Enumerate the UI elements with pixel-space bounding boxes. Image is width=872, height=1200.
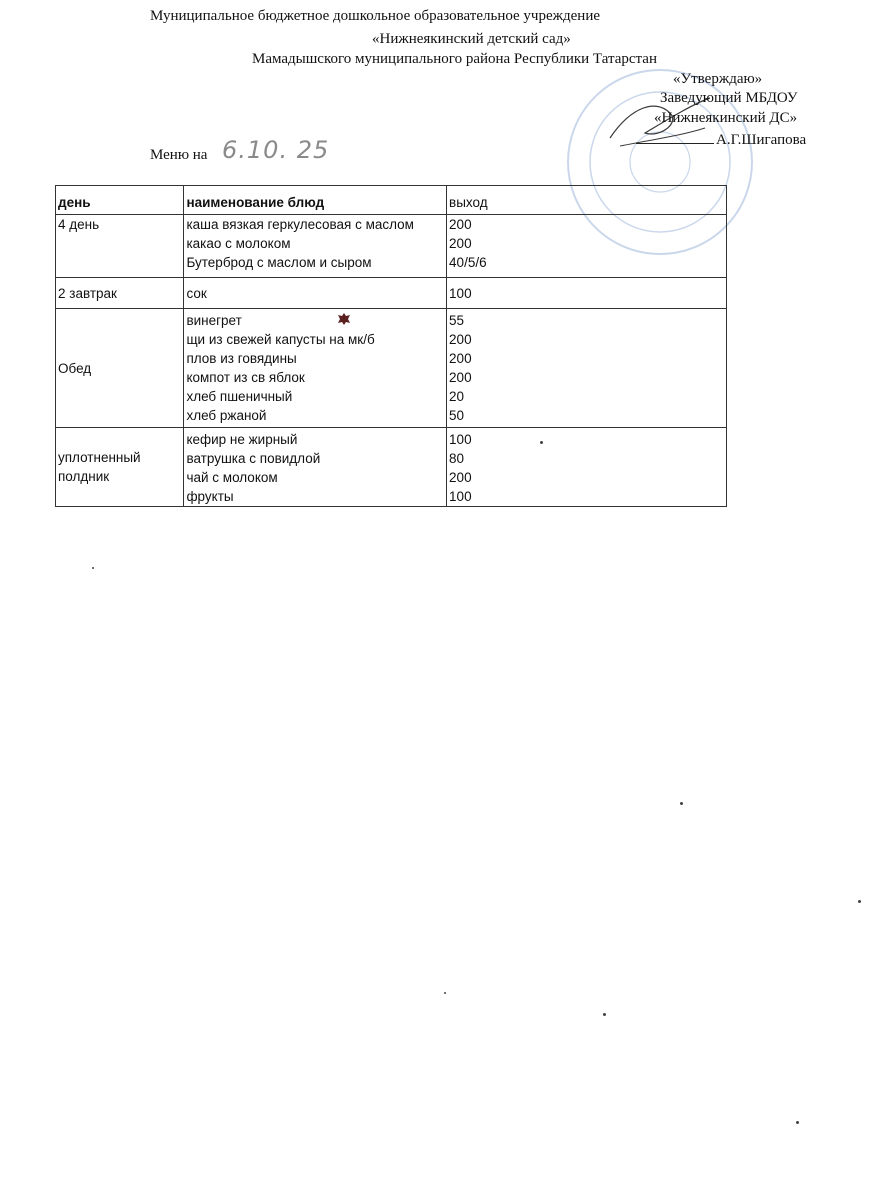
dish-list [184,428,447,507]
org-name-line-2: «Нижнеякинский детский сад» [372,31,571,47]
header-yield: выход [447,186,727,215]
dish-item: винегрет [186,313,242,328]
dish-item: кефир не жирный [186,432,298,447]
org-name-line-1: Муниципальное бюджетное дошкольное образовательное учреждение [150,8,600,24]
approver-name: А.Г.Шигапова [716,132,807,148]
header-dish: наименование блюд [184,186,447,215]
yield-item: 200 [449,217,472,232]
yield-list [447,309,727,428]
table-header-row [56,186,727,215]
yield-item: 200 [449,351,472,366]
scan-speck [796,1121,799,1124]
approval-title: «Утверждаю» [673,71,763,87]
yield-item: 200 [449,236,472,251]
yield-list [447,278,727,309]
scan-speck [444,992,446,994]
scan-speck [603,1013,606,1016]
yield-item: 40/5/6 [449,255,487,270]
dish-item: Бутерброд с маслом и сыром [186,255,372,270]
table-row [56,215,727,278]
meal-day: 2 завтрак [56,278,184,309]
meal-day: 4 день [56,215,184,278]
scan-speck [858,900,861,903]
approval-organization: «Нижнеякинский ДС» [654,110,798,126]
yield-item: 80 [449,451,465,466]
dish-item: каша вязкая геркулесовая с маслом [186,217,414,232]
dish-item: сок [186,286,207,301]
menu-table [55,185,727,507]
yield-list [447,215,727,278]
table-row [56,278,727,309]
scan-speck [92,567,94,569]
yield-item: 200 [449,370,472,385]
dish-item: фрукты [186,489,234,504]
header-day: день [56,186,184,215]
table-row [56,309,727,428]
yield-item: 100 [449,432,472,447]
menu-label: Меню на [150,147,208,163]
dish-item: ватрушка с повидлой [186,451,321,466]
menu-date-handwritten: 6.10. 25 [222,136,330,164]
approval-position: Заведующий МБДОУ [660,90,798,106]
dish-list [184,215,447,278]
scan-speck [680,802,683,805]
dish-item: хлеб пшеничный [186,389,293,404]
yield-item: 55 [449,313,465,328]
dish-list [184,309,447,428]
yield-item: 200 [449,332,472,347]
dish-item: хлеб ржаной [186,408,267,423]
meal-day: Обед [56,309,184,428]
dish-item: какао с молоком [186,236,291,251]
scan-speck [540,441,543,444]
yield-item: 100 [449,286,472,301]
dish-item: чай с молоком [186,470,278,485]
org-name-line-3: Мамадышского муниципального района Республики Татарстан [252,51,657,67]
yield-item: 100 [449,489,472,504]
signature-underline [636,143,714,144]
table-row [56,428,727,507]
yield-item: 50 [449,408,465,423]
meal-day: уплотненный полдник [56,428,184,507]
approval-signature-line [636,132,806,149]
dish-item: компот из св яблок [186,370,305,385]
dish-item: щи из свежей капусты на мк/б [186,332,375,347]
ink-blot [337,312,351,326]
dish-list [184,278,447,309]
yield-list [447,428,727,507]
yield-item: 200 [449,470,472,485]
dish-item: плов из говядины [186,351,297,366]
yield-item: 20 [449,389,465,404]
